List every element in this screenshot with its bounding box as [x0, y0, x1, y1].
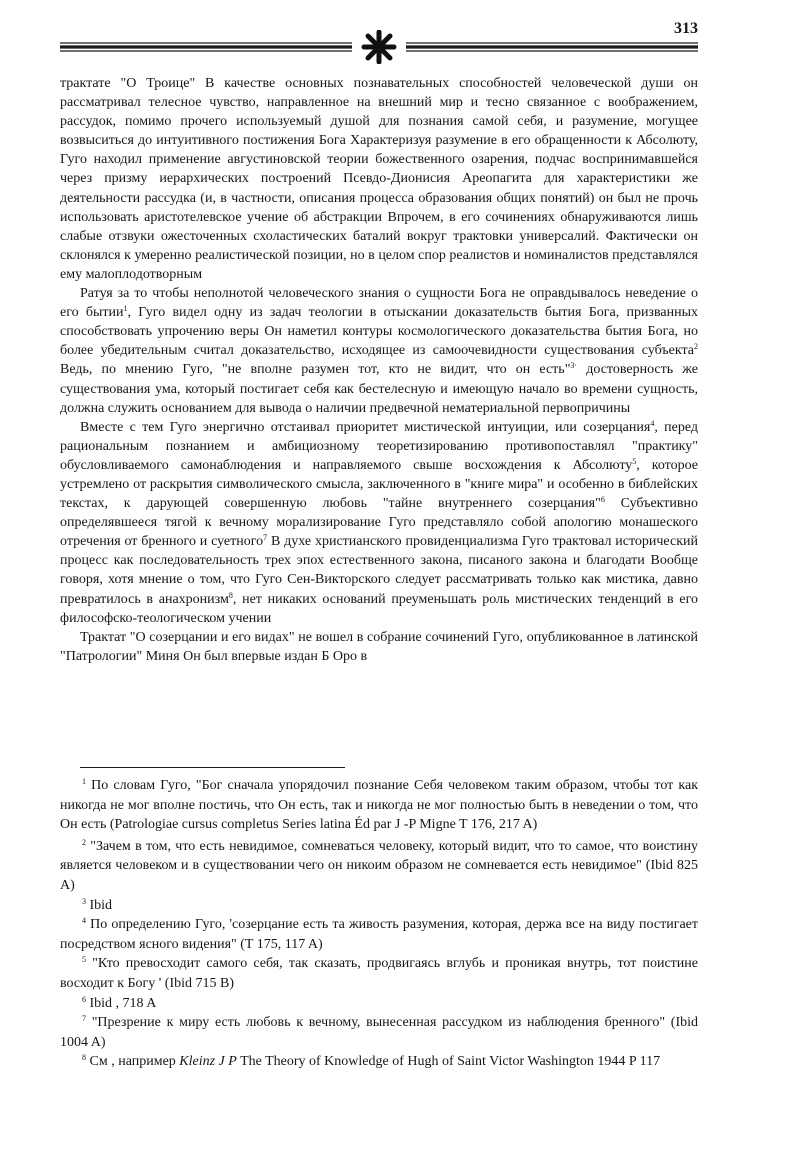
footnote-5: $^5$ "Кто превосходит самого себя, так сказать, продвигаясь вглубь и проникая внутрь, тот поистине восходит к Богу ' (Ibid 715 B): [60, 955, 698, 991]
header-ornament: [60, 30, 698, 64]
footnote-divider: [80, 767, 345, 768]
footnote-ref-3[interactable]: 3·: [570, 361, 578, 371]
ornament-star-icon: [364, 32, 394, 62]
footnote-ref-7[interactable]: 7: [263, 533, 268, 543]
ornament-left-rule: [60, 43, 352, 51]
paragraph-2: Ратуя за то чтобы неполнотой человеческого знания о сущности Бога не оправдывалось неведение о его бытии$^1$, Гуго видел одну из задач теологии в отыскании доказательств бытия Бога, призванных способствовать упрочению веры Он наметил контуры космологического доказательства бытия Бога, но более убедительным считал доказательство, исходящее из самоочевидности существования субъекта$^2$ Ведь, по мнению Гуго, "не вполне разумен тот, кто не видит, что он есть"$^{3\cdot}$ достоверность же существования ума, который постигает себя как бестелесную и имеющую начало во времени сущность, должна служить основанием для вывода о наличии предвечной нематериальной первопричины: [60, 286, 698, 416]
footnote-ref-5[interactable]: 5: [632, 456, 637, 466]
footnotes: [60, 776, 698, 1072]
footnote-6: $^6$ Ibid , 718 A: [82, 994, 157, 1011]
footnote-ref-2[interactable]: 2: [694, 342, 698, 352]
paragraph-3: Вместе с тем Гуго энергично отстаивал приоритет мистической интуиции, или созерцания$^4$, перед рациональным познанием и амбициозному теоретизированию противопоставлял "практику" обусловливаемого самонаблюдения и направляемого свыше восхождения к Абсолюту$^5$, которое устремлено от раскрытия символического смысла, заключенного в "книге мира" и особенно в библейских текстах, к дарующей совершенную любовь "тайне внутреннего созерцания"$^6$ Субъективно определявшееся тягой к вечному морализирование Гуго представляло собой апологию монашеского отречения от бренного и суетного$^7$ В духе христианского провиденциализма Гуго трактовал исторический процесс как последовательность трех эпох естественного закона, писаного закона и благодати Вообще говоря, хотя мнение о том, что Гуго Сен-Викторского следует рассматривать только как мистика, давно превратилось в анахронизм$^8$, нет никаких оснований преуменьшать роль мистических тенденций в его философско-теологическом учении: [60, 418, 698, 626]
main-text: [60, 74, 698, 666]
ornament-right-rule: [406, 43, 698, 51]
paragraph-1: трактате "О Троице" В качестве основных познавательных способностей человеческой души он рассматривал телесное чувство, направленное на внешний мир и тесно связанное с воображением, рассудок, помимо прочего используемый душой для познания самой себя, и разумение, могущее возвыситься до интуитивного постижения Бога Характеризуя разумение в его обращенности к Абсолюту, Гуго находил применение августиновской теории божественного озарения, подчас воспринимавшейся через призму иерархических построений Псевдо-Дионисия Ареопагита для характеристики же деятельности рассудка (и, в частности, описания процесса образования общих понятий) он был не прочь использовать аристотелевское учение об абстракции Впрочем, в его сочинениях обнаруживаются лишь слабые отзвуки ожесточенных схоластических баталий вокруг трактовки универсалий. Фактически он склонялся к умеренно реалистической позиции, но в целом спор реалистов и номиналистов представлялся ему малоплодотворным: [60, 76, 698, 282]
footnote-3: $^3$ Ibid: [82, 896, 113, 913]
footnote-8: $^8$ См , например Kleinz J P The Theory of Knowledge of Hugh of Saint Victor Washington 1944 P 117: [82, 1053, 661, 1070]
footnote-4: $^4$ По определению Гуго, 'созерцание есть та живость разумения, которая, держа все на виду постигает посредством ясного видения" (T 175, 117 A): [60, 916, 698, 952]
footnote-ref-8[interactable]: 8: [228, 590, 233, 600]
footnote-ref-1[interactable]: 1: [123, 304, 128, 314]
footnote-7: $^7$ "Презрение к миру есть любовь к вечному, вынесенная рассудком из наблюдения бренного" (Ibid 1004 A): [60, 1014, 699, 1050]
footnote-1: $^1$ По словам Гуго, "Бог сначала упорядочил познание Себя человеком таким образом, чтобы тот как никогда не мог вполне постичь, что Он есть, так и никогда не мог полностью быть в неведении о том, что Он есть (Patrologiae cursus completus Series latina Éd par J -P Migne T 176, 217 A): [60, 777, 699, 833]
footnote-2: $^2$ "Зачем в том, что есть невидимое, сомневаться человеку, который видит, что то самое, что воистину является человеком и в существовании чего он никоим образом не сомневается есть невидимое" (Ibid 825 A): [60, 837, 699, 893]
footnote-ref-4[interactable]: 4: [650, 418, 655, 428]
page-number: 313: [674, 20, 698, 37]
footnote-ref-6[interactable]: 6: [600, 495, 605, 505]
paragraph-4: Трактат "О созерцании и его видах" не вошел в собрание сочинений Гуго, опубликованное в латинской "Патрологии" Миня Он был впервые издан Б Оро в: [60, 629, 698, 664]
